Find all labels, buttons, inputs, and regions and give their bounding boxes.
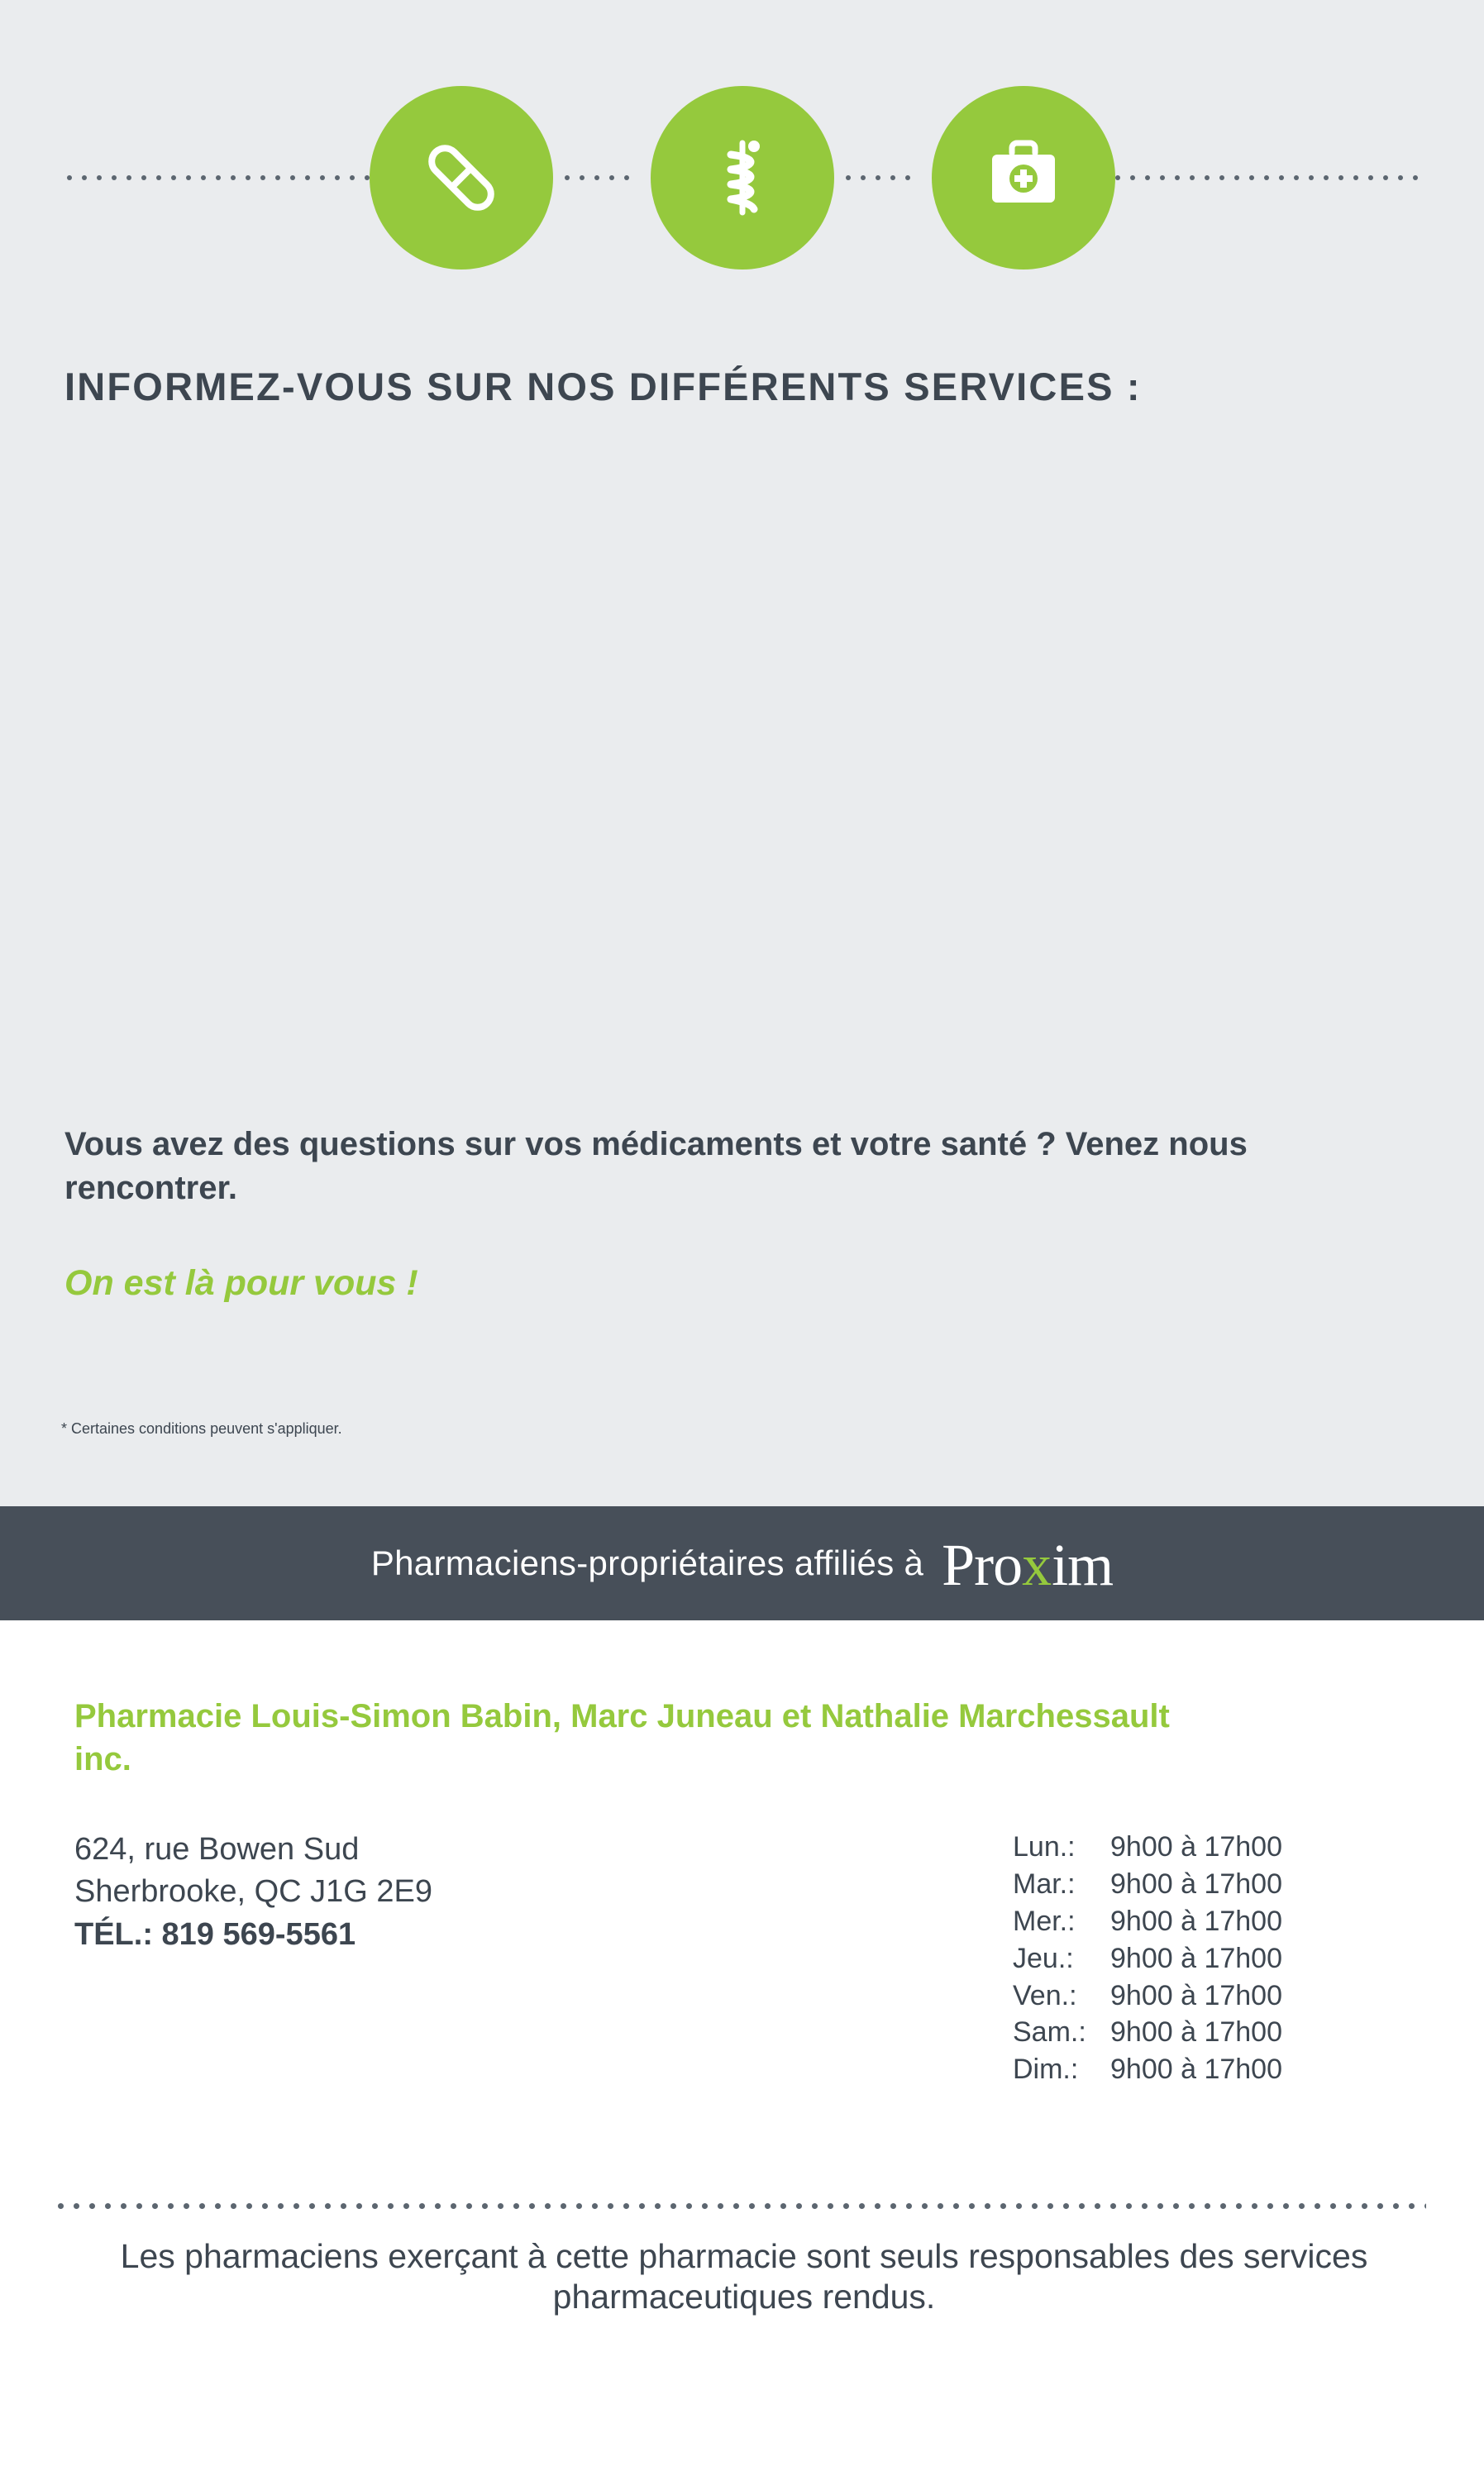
hours-row	[1013, 1940, 1426, 1977]
hours-time: 9h00 à 17h00	[1110, 1979, 1282, 2011]
dotted-divider	[58, 2203, 1426, 2209]
affiliation-bar	[0, 1506, 1484, 1620]
affiliation-text: Pharmaciens-propriétaires affiliés à	[370, 1543, 924, 1582]
hours-row	[1013, 1903, 1426, 1940]
dotted-leader-right	[1115, 175, 1418, 180]
opening-hours-table	[1013, 1829, 1426, 2088]
hours-row	[1013, 1977, 1426, 2015]
hours-row	[1013, 1866, 1426, 1903]
pharmacy-phone: TÉL.: 819 569-5561	[74, 1916, 356, 1952]
proxim-logo-x: x	[1022, 1532, 1052, 1598]
tagline: On est là pour vous !	[64, 1263, 418, 1303]
lead-paragraph: Vous avez des questions sur vos médicaments et votre santé ? Venez nous rencontrer.	[64, 1126, 1248, 1206]
hours-time: 9h00 à 17h00	[1110, 2054, 1282, 2086]
pharmacy-info-section	[0, 1620, 1484, 2476]
first-aid-kit-icon	[932, 86, 1115, 270]
hours-time: 9h00 à 17h00	[1110, 2016, 1282, 2049]
hours-day: Ven.:	[1013, 1979, 1077, 2011]
hours-day: Mer.:	[1013, 1905, 1076, 1937]
page-title: INFORMEZ-VOUS SUR NOS DIFFÉRENTS SERVICES :	[64, 365, 1142, 408]
address-city: Sherbrooke, QC J1G 2E9	[74, 1874, 432, 1910]
address-street: 624, rue Bowen Sud	[74, 1832, 360, 1867]
hours-day: Jeu.:	[1013, 1942, 1074, 1974]
proxim-logo-pre: Pro	[942, 1532, 1023, 1598]
proxim-logo-post: im	[1052, 1532, 1114, 1598]
hours-time: 9h00 à 17h00	[1110, 1831, 1282, 1863]
dotted-leader-left	[67, 175, 370, 180]
dotted-leader-mid-1	[553, 175, 651, 180]
hours-row	[1013, 2014, 1426, 2051]
pharmacy-address	[74, 1829, 901, 1956]
hours-row	[1013, 2051, 1426, 2088]
hours-day: Sam.:	[1013, 2016, 1086, 2049]
icon-strip	[0, 83, 1484, 273]
hours-time: 9h00 à 17h00	[1110, 1868, 1282, 1900]
caduceus-icon	[651, 86, 834, 270]
proxim-logo	[942, 1532, 1114, 1598]
hours-row	[1013, 1829, 1426, 1866]
hours-time: 9h00 à 17h00	[1110, 1905, 1282, 1937]
hours-day: Dim.:	[1013, 2054, 1079, 2086]
hours-time: 9h00 à 17h00	[1110, 1942, 1282, 1974]
hours-day: Mar.:	[1013, 1868, 1076, 1900]
hours-day: Lun.:	[1013, 1831, 1076, 1863]
pharmacy-name: Pharmacie Louis-Simon Babin, Marc Juneau et Nathalie Marchessault inc.	[74, 1698, 1170, 1777]
capsule-icon	[370, 86, 553, 270]
disclaimer-text: Les pharmaciens exerçant à cette pharmacie sont seuls responsables des services pharmaceutiques rendus.	[120, 2237, 1368, 2316]
dotted-leader-mid-2	[834, 175, 932, 180]
footnote: * Certaines conditions peuvent s'appliquer.	[61, 1420, 342, 1437]
